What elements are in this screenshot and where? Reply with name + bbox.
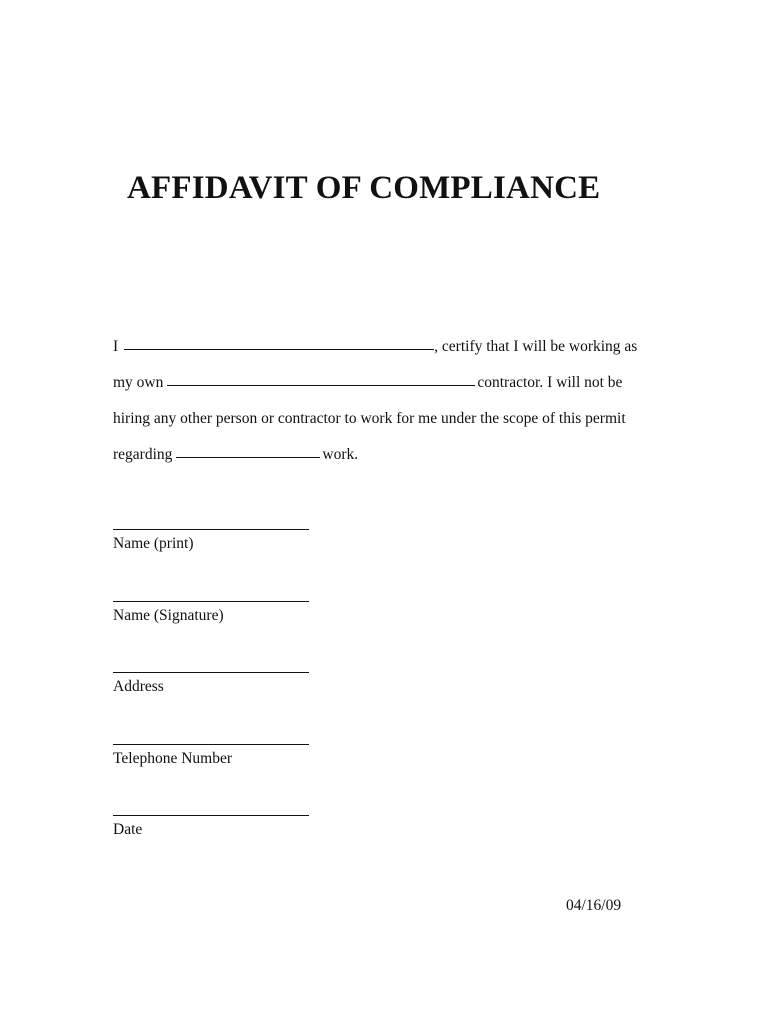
signature-field-name-signature [113,601,313,625]
telephone-line[interactable] [113,744,309,745]
signature-field-date [113,815,313,839]
statement-line-4-prefix: regarding [113,446,173,463]
contractor-type-blank[interactable] [167,384,475,386]
statement-line-1-prefix: I [113,338,119,355]
statement-line-1-suffix: , certify that I will be working as [434,338,638,355]
document-title: AFFIDAVIT OF COMPLIANCE [127,170,601,206]
telephone-label: Telephone Number [113,750,232,767]
name-print-line[interactable] [113,529,309,530]
statement-line-2-suffix: contractor. I will not be [477,374,623,391]
date-line[interactable] [113,815,309,816]
name-blank[interactable] [124,348,434,350]
statement-line-3: hiring any other person or contractor to work for me under the scope of this permit [113,410,626,427]
name-signature-label: Name (Signature) [113,607,224,624]
date-label: Date [113,821,143,838]
signature-field-address [113,672,313,696]
name-signature-line[interactable] [113,601,309,602]
statement-line-4 [113,446,358,464]
statement-line-2-prefix: my own [113,374,164,391]
work-type-blank[interactable] [176,456,320,458]
statement-line-4-suffix: work. [322,446,359,463]
revision-date: 04/16/09 [566,897,622,914]
address-line[interactable] [113,672,309,673]
name-print-label: Name (print) [113,535,194,552]
signature-field-name-print [113,529,313,553]
statement-line-1 [113,338,637,356]
address-label: Address [113,678,164,695]
signature-field-telephone [113,744,313,768]
statement-line-2 [113,374,622,392]
